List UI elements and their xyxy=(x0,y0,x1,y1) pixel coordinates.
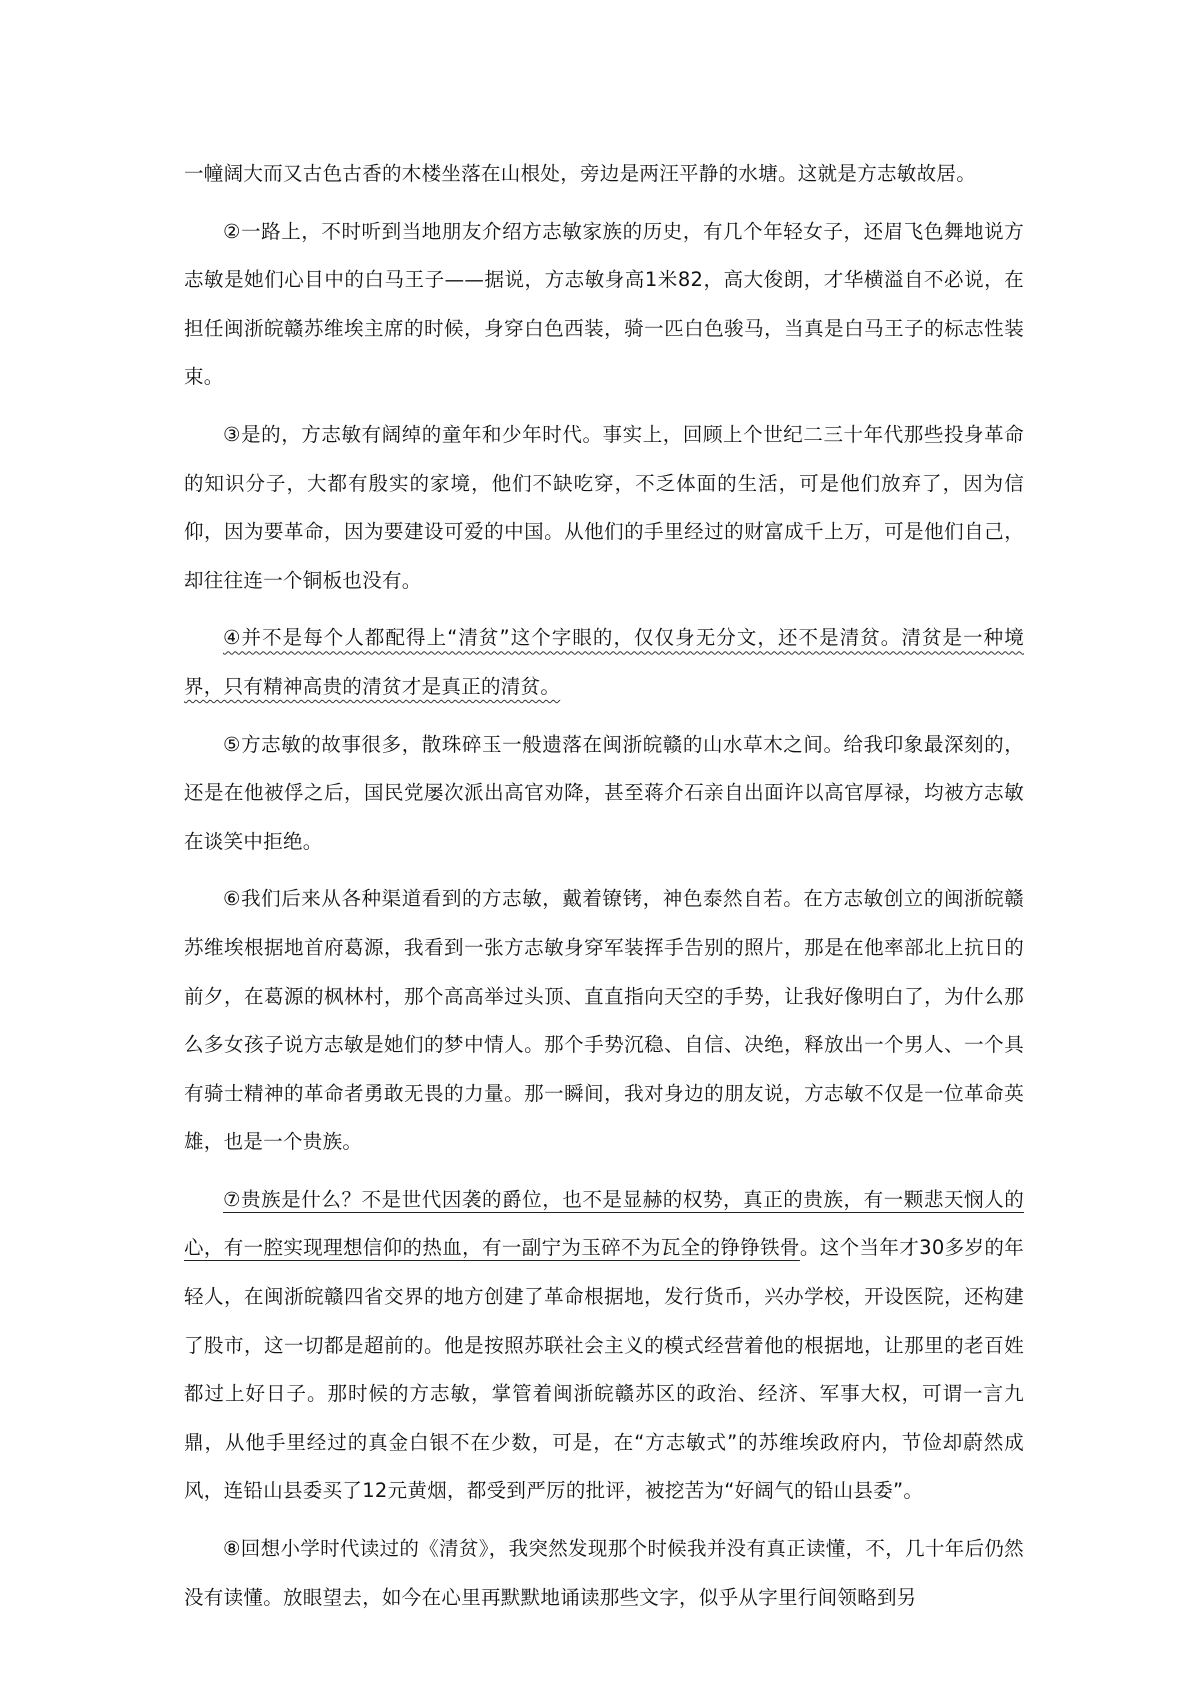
paragraph-8: ⑧回想小学时代读过的《清贫》，我突然发现那个时候我并没有真正读懂，不，几十年后仍然没有读懂。放眼望去，如今在心里再默默地诵读那些文字，似乎从字里行间领略到另 xyxy=(184,1537,1024,1609)
paragraph-6: ⑥我们后来从各种渠道看到的方志敏，戴着镣铐，神色泰然自若。在方志敏创立的闽浙皖赣苏维埃根据地首府葛源，我看到一张方志敏身穿军装挥手告别的照片，那是在他率部北上抗日的前夕，在葛源的枫林村，那个高高举过头顶、直直指向天空的手势，让我好像明白了，为什么那么多女孩子说方志敏是她们的梦中情人。那个手势沉稳、自信、决绝，释放出一个男人、一个具有骑士精神的革命者勇敢无畏的力量。那一瞬间，我对身边的朋友说，方志敏不仅是一位革命英雄，也是一个贵族。 xyxy=(184,887,1024,1154)
article-body xyxy=(184,150,1024,1631)
wavy-underlined-sentence: ④并不是每个人都配得上“清贫”这个字眼的，仅仅身无分文，还不是清贫。清贫是一种境界，只有精神高贵的清贫才是真正的清贫。 xyxy=(184,626,1024,698)
paragraph-4 xyxy=(184,614,1024,711)
paragraph-1: 一幢阔大而又古色古香的木楼坐落在山根处，旁边是两汪平静的水塘。这就是方志敏故居。 xyxy=(184,162,977,185)
underlined-sentence: ⑦贵族是什么？不是世代因袭的爵位，也不是显赫的权势，真正的贵族，有一颗悲天悯人的心，有一腔实现理想信仰的热血，有一副宁为玉碎不为瓦全的铮铮铁骨 xyxy=(184,1187,1024,1260)
paragraph-2: ②一路上，不时听到当地朋友介绍方志敏家族的历史，有几个年轻女子，还眉飞色舞地说方志敏是她们心目中的白马王子——据说，方志敏身高1米82，高大俊朗，才华横溢自不必说，在担任闽浙皖赣苏维埃主席的时候，身穿白色西装，骑一匹白色骏马，当真是白马王子的标志性装束。 xyxy=(184,219,1024,389)
paragraph-7 xyxy=(184,1176,1024,1516)
paragraph-5: ⑤方志敏的故事很多，散珠碎玉一般遗落在闽浙皖赣的山水草木之间。给我印象最深刻的，还是在他被俘之后，国民党屡次派出高官劝降，甚至蒋介石亲自出面许以高官厚禄，均被方志敏在谈笑中拒绝。 xyxy=(184,732,1024,853)
paragraph-7-rest: 。这个当年才30多岁的年轻人，在闽浙皖赣四省交界的地方创建了革命根据地，发行货币，兴办学校，开设医院，还构建了股市，这一切都是超前的。他是按照苏联社会主义的模式经营着他的根据地，让那里的老百姓都过上好日子。那时候的方志敏，掌管着闽浙皖赣苏区的政治、经济、军事大权，可谓一言九鼎，从他手里经过的真金白银不在少数，可是，在“方志敏式”的苏维埃政府内，节俭却蔚然成风，连铅山县委买了12元黄烟，都受到严厉的批评，被挖苦为“好阔气的铅山县委”。 xyxy=(184,1236,1024,1503)
paragraph-3: ③是的，方志敏有阔绰的童年和少年时代。事实上，回顾上个世纪二三十年代那些投身革命的知识分子，大都有殷实的家境，他们不缺吃穿，不乏体面的生活，可是他们放弃了，因为信仰，因为要革命，因为要建设可爱的中国。从他们的手里经过的财富成千上万，可是他们自己，却往往连一个铜板也没有。 xyxy=(184,422,1024,592)
